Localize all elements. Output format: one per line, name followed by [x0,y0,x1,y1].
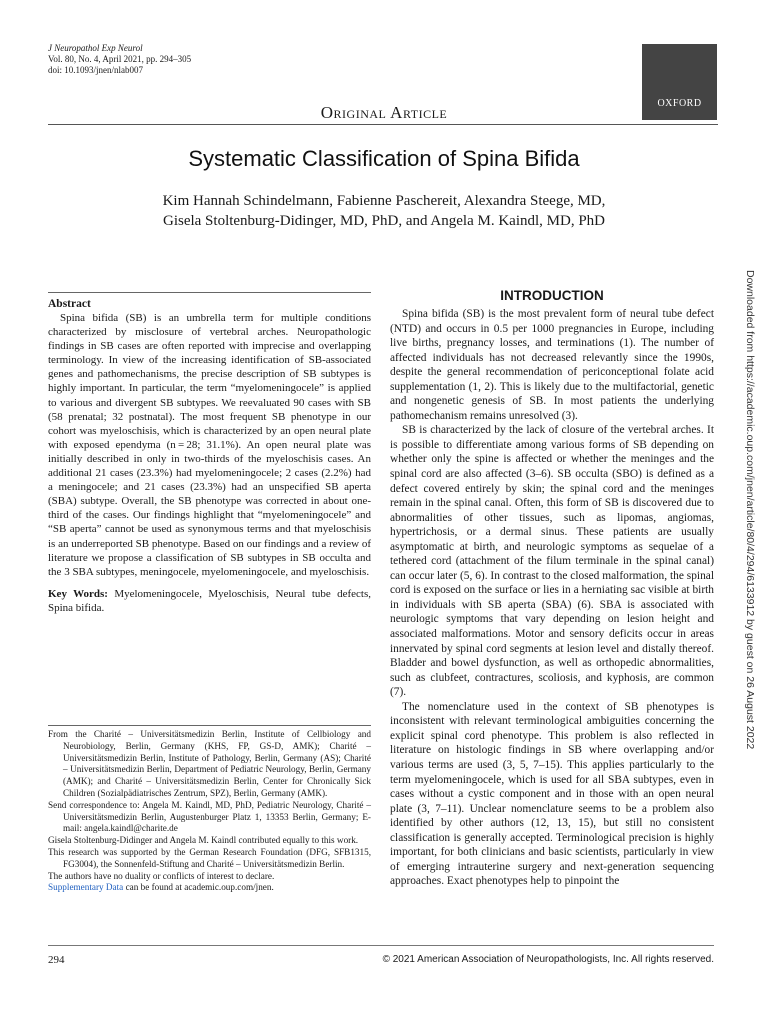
supplementary-data-link[interactable]: Supplementary Data [48,882,124,893]
abstract-heading: Abstract [48,298,91,310]
journal-name: J Neuropathol Exp Neurol [48,43,143,53]
footnote-correspondence: Send correspondence to: Angela M. Kaindl, MD, PhD, Pediatric Neurology, Charité – Universitätsmedizin Berlin, Augustenburger Platz 1, 13353 Berlin, Germany; E-mail: angela.kaindl@charite.de [48,799,371,834]
intro-paragraph-3: The nomenclature used in the context of SB phenotypes is inconsistent with relevant terminological ambiguities concerning the explicit spinal cord phenotype. This problem is also reflected in literature on histologic findings in SB where overlapping and/or various terms are used (3, 5, 7–15). This applies particularly to the term myelomeningocele, which is used for all SBA subtypes, even in cases without a cystic component and in those with an open neural plate (3, 7–11). Unclear nomenclature seems to be a problem also identified by other authors (12, 13, 15), but still no consistent classification is generally accepted. Terminological precision is highly important, for both clinicians and basic scientists, particularly in view of emerging intrauterine surgery and next-generation sequencing approaches. Exact phenotypes help to pinpoint the [390,700,714,888]
footnote-conflicts: The authors have no duality or conflicts of interest to declare. [48,870,275,881]
oxford-logo-text: OXFORD [657,98,702,109]
footnote-contribution: Gisela Stoltenburg-Didinger and Angela M. Kaindl contributed equally to this work. [48,835,359,846]
author-line-1: Kim Hannah Schindelmann, Fabienne Paschereit, Alexandra Steege, MD, [162,193,606,209]
page-number: 294 [48,954,65,966]
intro-paragraph-2: SB is characterized by the lack of closure of the vertebral arches. It is possible to differentiate among various forms of SB depending on whether only the spine is affected or whether the meninges and the spinal cord are also affected (3–6). SB occulta (SBO) is defined as a defect covered entirely by skin; the spinal cord and the meninges remain in the spinal canal. Often, this form of SB is discovered due to abnormalities of other tissues, such as lipomas, angiomas, hypertrichosis, or a dermal sinus. These patients are usually asymptomatic at birth, and neurologic symptoms as sequelae of a tethered cord (attachment of the filum terminale in the spinal canal) can occur later (5, 6). In contrast to the closed malformation, the spinal cord is exposed on the surface or lies in a herniating sac visible at birth in individuals with SB aperta (SBA) (6). SBA is associated with neurologic symptoms that vary depending on lesion height and associated malformations. Motor and sensory deficits occur in areas innervated by spinal cord segments at lesion level and distally thereof. Bladder and bowel dysfunction, as well as orthopedic abnormalities, such as clubfeet, contractures, scoliosis, and kyphosis, are common (7). [390,424,714,699]
footnote-supplementary [48,882,371,894]
journal-doi: doi: 10.1093/jnen/nlab007 [48,65,143,75]
footer-rule [48,945,714,946]
abstract-text: Spina bifida (SB) is an umbrella term for multiple conditions characterized by misclosure of vertebral arches. Neuropathologic findings in SB cases are often reported with imprecise and overlapping terminology. In view of the increasing identification of SB-associated genes and pathomechanisms, the precise description of SB subtypes is highly important. In particular, the term “myelomeningocele” is applied to various and divergent SB subtypes. We reevaluated 90 cases with SB (58 prenatal; 32 postnatal). The most frequent SB phenotype in our cohort was myeloschisis, which is characterized by an open neural plate with exposed ependyma (n = 28; 31.1%). An open neural plate was initially described in only in two-thirds of the myeloschisis cases. An additional 21 cases (23.3%) had myelomeningocele; 2 cases (2.2%) had a meningocele; and 21 cases (23.3%) had an unspecified SB aperta (SBA) subtype. Overall, the SB phenotype was corrected in about one-third of the cases. Our findings highlight that “myelomeningocele” and “SB aperta” cannot be used as synonymous terms and that myeloschisis is an underreported SB phenotype. Based on our findings and a review of literature we propose a classification of SB subtypes in SB occulta and the 3 SBA subtypes, meningocele, myelomeningocele, and myeloschisis. [48,312,371,578]
footnote-funding: This research was supported by the German Research Foundation (DFG, SFB1315, FG3004), the Sonnenfeld-Stiftung and Charité – Universitätsmedizin Berlin. [48,846,371,869]
article-type [0,103,768,123]
introduction-column [390,287,714,889]
supplementary-text: can be found at academic.oup.com/jnen. [123,882,274,893]
intro-paragraph-1: Spina bifida (SB) is the most prevalent form of neural tube defect (NTD) and occurs in 0.5 per 1000 pregnancies in Europe, including live births, pregnancy losses, and terminations (1). The number of affected individuals has not decreased relevantly since the 1990s, despite the general recommendation of periconceptional folate acid supplementation (1, 2). This is likely due to the multifactorial, genetic and nongenetic genesis of SB. In most patients the underlying pathomechanism remains unresolved (3). [390,308,714,422]
copyright-notice: © 2021 American Association of Neuropathologists, Inc. All rights reserved. [382,954,714,965]
journal-volume: Vol. 80, No. 4, April 2021, pp. 294–305 [48,54,192,64]
author-line-2: Gisela Stoltenburg-Didinger, MD, PhD, and Angela M. Kaindl, MD, PhD [162,213,605,229]
footnote-rule [48,725,371,726]
download-side-note [742,270,756,770]
article-title: Systematic Classification of Spina Bifida [188,146,580,171]
download-note-text: Downloaded from https://academic.oup.com/jnen/article/80/4/294/6133912 by guest on 26 August 2022 [744,270,756,750]
abstract-column [48,292,371,615]
article-type-rule [48,124,718,125]
keywords [48,587,371,615]
keywords-text: Myelomeningocele, Myeloschisis, Neural tube defects, Spina bifida. [48,587,372,614]
article-type-label: Original Article [320,103,448,122]
journal-meta [48,43,191,76]
author-list [0,191,768,231]
keywords-label: Key Words: [48,587,108,600]
abstract-rule [48,292,371,293]
footnotes [48,725,371,894]
footnote-affiliations: From the Charité – Universitätsmedizin Berlin, Institute of Cellbiology and Neurobiology, Berlin, Germany (KHS, FP, GS-D, AMK); Charité – Universitätsmedizin Berlin, Institute of Pathology, Berlin, Germany (AS); Charité – Universitätsmedizin Berlin, Department of Pediatric Neurology, Berlin, Germany (AMK); and Charité – Universitätsmedizin Berlin, Center for Chronically Sick Children (Sozialpädiatrisches Zentrum, SPZ), Berlin, Germany (AMK). [48,729,371,798]
introduction-heading: INTRODUCTION [500,288,604,303]
